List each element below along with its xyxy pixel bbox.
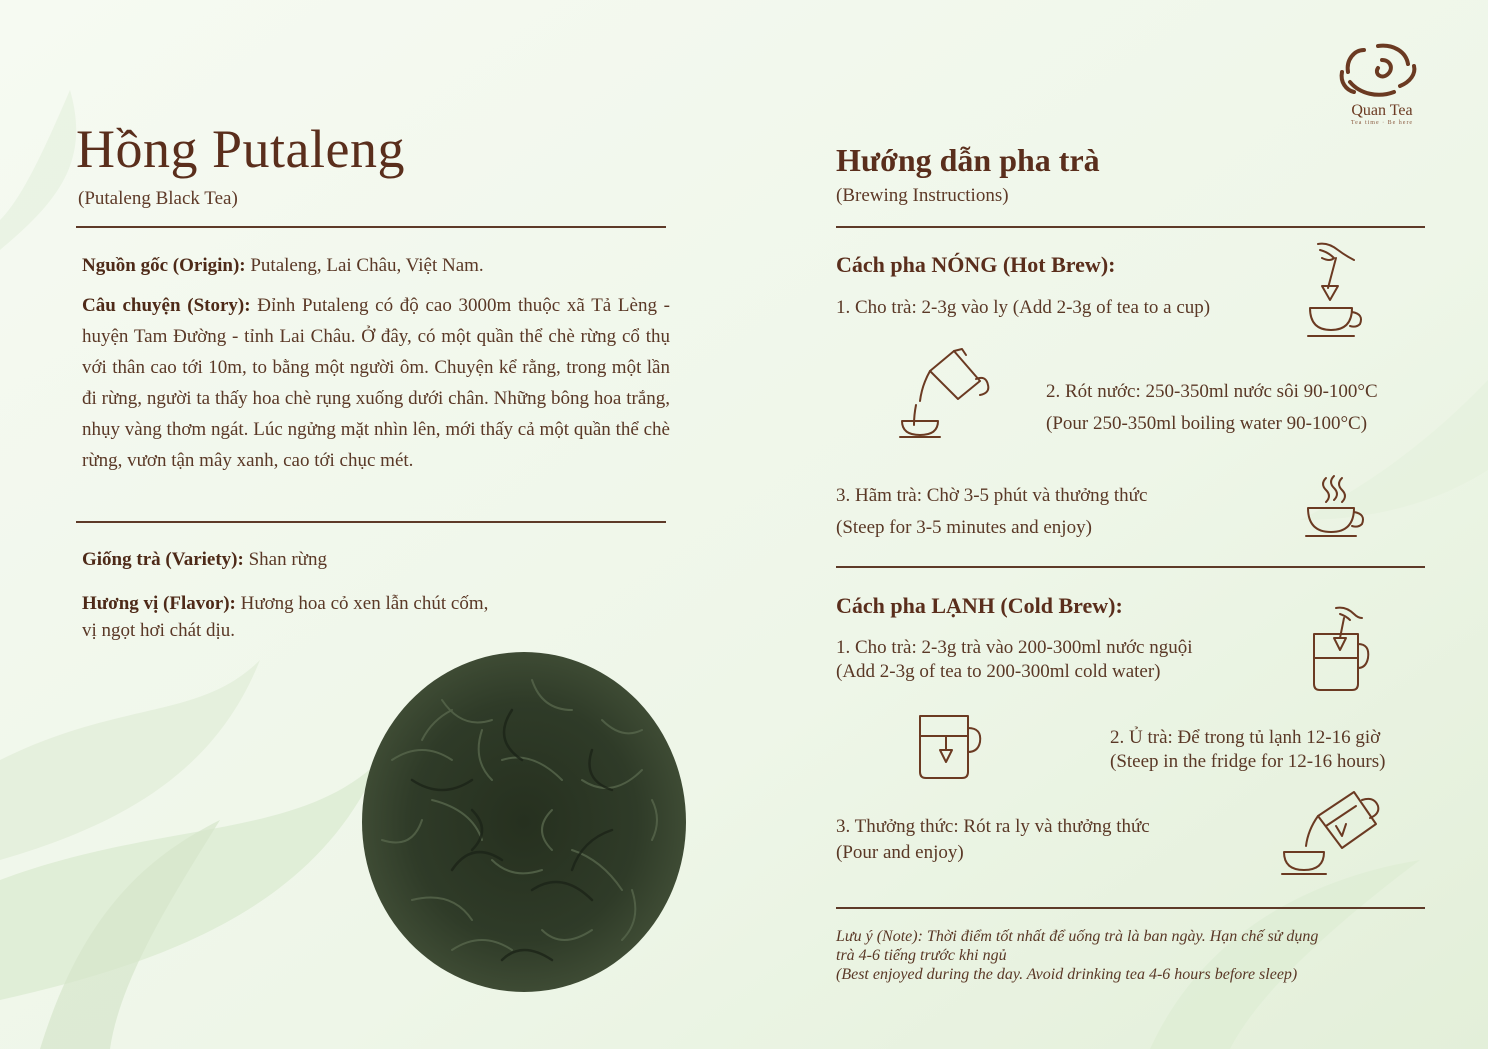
hot-step-3-line-1: 3. Hãm trà: Chờ 3-5 phút và thưởng thức [836,485,1148,506]
hot-step-3-line-2: (Steep for 3-5 minutes and enjoy) [836,517,1092,538]
variety-label: Giống trà (Variety): [82,549,244,570]
product-title: Hồng Putaleng [76,119,405,179]
hot-step-1: 1. Cho trà: 2-3g vào ly (Add 2-3g of tea to a cup) [836,297,1211,318]
pitcher-pour-icon [896,345,992,441]
variety-value: Shan rừng [243,549,327,570]
brewing-subtitle: (Brewing Instructions) [836,185,1009,206]
jar-pour-cup-icon [1278,786,1384,878]
cold-step-3 [836,814,1150,866]
flavor-block [82,590,672,644]
tea-leaves-image [352,640,697,1000]
quan-tea-logo [1334,42,1430,128]
divider-mid-left [76,521,666,523]
origin-value: Putaleng, Lai Châu, Việt Nam. [245,255,484,276]
cold-step-3-line-2: (Pour and enjoy) [836,842,964,863]
flavor-line-2: vị ngọt hơi chát dịu. [82,620,236,641]
cold-step-2-line-1: 2. Ủ trà: Để trong tủ lạnh 12-16 giờ [1110,727,1381,748]
variety-line [82,544,672,575]
cold-step-2-line-2: (Steep in the fridge for 12-16 hours) [1110,751,1386,772]
brewing-title: Hướng dẫn pha trà [836,142,1100,178]
divider-top-right [836,226,1425,228]
hot-step-2-line-2: (Pour 250-350ml boiling water 90-100°C) [1046,413,1368,434]
origin-line [82,250,672,281]
brand-tagline: Tea time · Be here [1350,120,1414,126]
story-label: Câu chuyện (Story): [82,295,251,316]
divider-top-left [76,226,666,228]
origin-label: Nguồn gốc (Origin): [82,255,246,276]
note-line-1: Lưu ý (Note): Thời điểm tốt nhất để uống trà là ban ngày. Hạn chế sử dụng [836,928,1319,945]
hot-step-2-line-1: 2. Rót nước: 250-350ml nước sôi 90-100°C [1046,381,1378,402]
story-paragraph [82,290,670,476]
cold-step-3-line-1: 3. Thưởng thức: Rót ra ly và thưởng thức [836,816,1150,837]
note-block [836,927,1396,984]
hot-brew-heading: Cách pha NÓNG (Hot Brew): [836,252,1116,277]
note-line-3: (Best enjoyed during the day. Avoid drinking tea 4-6 hours before sleep) [836,966,1298,983]
product-subtitle: (Putaleng Black Tea) [78,188,238,209]
cold-step-2 [1110,726,1385,774]
quan-tea-logo-icon [1334,42,1430,102]
cold-step-1-line-1: 1. Cho trà: 2-3g trà vào 200-300ml nước nguội [836,637,1193,658]
steaming-cup-icon [1302,474,1368,540]
tea-bag-cup-icon [1300,240,1366,340]
cold-brew-heading: Cách pha LẠNH (Cold Brew): [836,593,1123,618]
jar-steep-icon [914,710,986,782]
cold-step-1-line-2: (Add 2-3g of tea to 200-300ml cold water) [836,661,1161,682]
story-value: Đỉnh Putaleng có độ cao 3000m thuộc xã Tả Lèng - huyện Tam Đường - tỉnh Lai Châu. Ở đây, có một quần thể chè rừng cổ thụ với thân cao tới 10m, to bằng một người ôm. Chuyện kể rằng, trong một lần đi rừng, người ta thấy hoa chè rụng xuống dưới chân. Những bông hoa trắng, nhụy vàng thơm ngát. Lúc ngửng mặt nhìn lên, mới thấy cả một quần thể chè rừng, vươn tận mây xanh, cao tới chục mét. [82,295,670,471]
flavor-label: Hương vị (Flavor): [82,593,236,614]
hot-step-3 [836,480,1147,544]
divider-bottom-right [836,907,1425,909]
cold-step-1 [836,636,1192,684]
note-line-2: trà 4-6 tiếng trước khi ngủ [836,947,1007,964]
tea-bag-jar-icon [1306,604,1372,694]
divider-hot-cold [836,566,1425,568]
hot-step-2 [1046,376,1378,440]
flavor-line-1: Hương hoa cỏ xen lẫn chút cốm, [235,593,489,614]
brand-name: Quan Tea [1351,102,1413,119]
